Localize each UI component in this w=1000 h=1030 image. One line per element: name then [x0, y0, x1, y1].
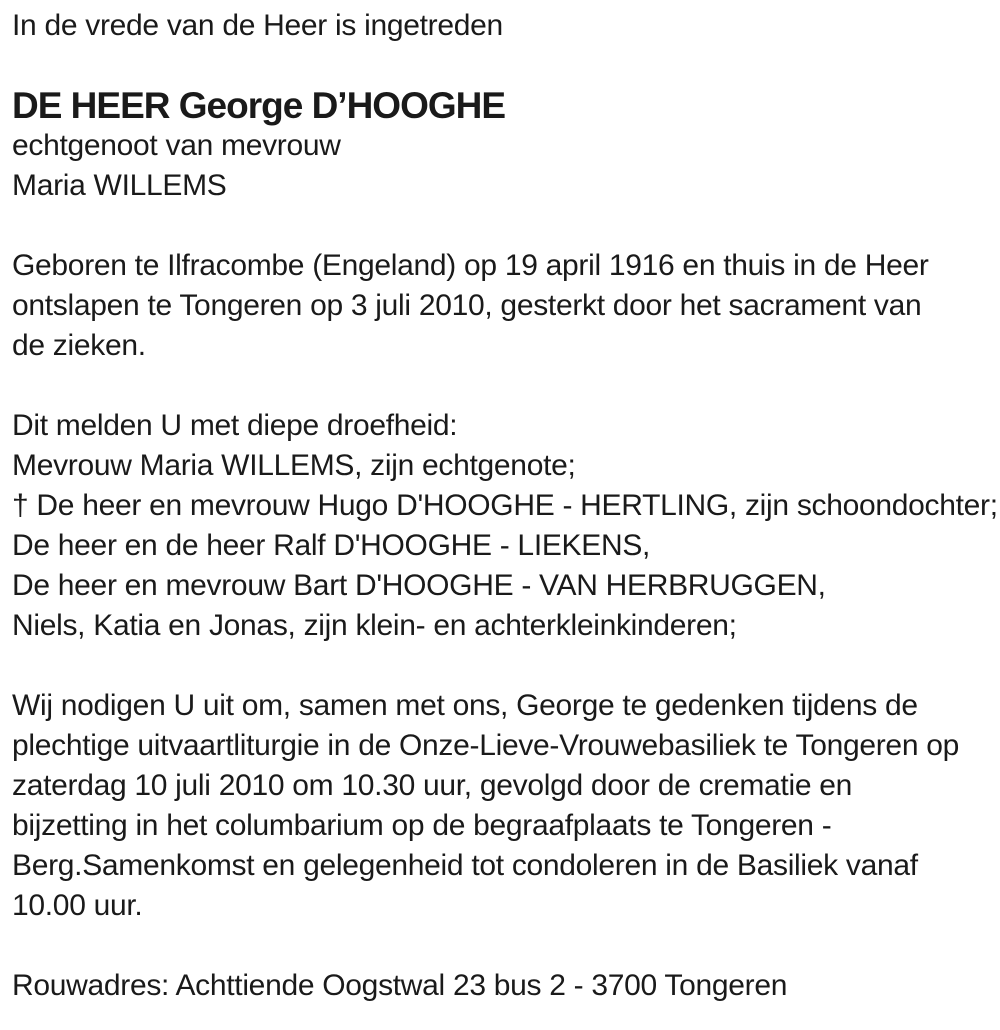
spouse-name-line: Maria WILLEMS	[12, 169, 227, 202]
spacer	[12, 46, 992, 86]
family-announcement-line: Dit melden U met diepe droefheid:	[12, 409, 458, 442]
intro-line: In de vrede van de Heer is ingetreden	[12, 9, 503, 42]
ceremony-line: Wij nodigen U uit om, samen met ons, George te gedenken tijdens de	[12, 689, 918, 722]
family-member-line: De heer en de heer Ralf D'HOOGHE - LIEKENS,	[12, 529, 651, 562]
ceremony-line: zaterdag 10 juli 2010 om 10.30 uur, gevolgd door de crematie en	[12, 769, 853, 802]
family-member-line: De heer en mevrouw Bart D'HOOGHE - VAN HERBRUGGEN,	[12, 569, 826, 602]
family-member-line: Mevrouw Maria WILLEMS, zijn echtgenote;	[12, 449, 576, 482]
birth-death-line: de zieken.	[12, 329, 146, 362]
birth-death-line: Geboren te Ilfracombe (Engeland) op 19 april 1916 en thuis in de Heer	[12, 249, 929, 282]
family-member-line: Niels, Katia en Jonas, zijn klein- en achterkleinkinderen;	[12, 609, 737, 642]
spacer	[12, 646, 992, 686]
spacer	[12, 366, 992, 406]
ceremony-line: bijzetting in het columbarium op de begraafplaats te Tongeren -	[12, 809, 832, 842]
spouse-relation-line: echtgenoot van mevrouw	[12, 129, 341, 162]
spacer	[12, 206, 992, 246]
mourning-address-line: Rouwadres: Achttiende Oogstwal 23 bus 2 - 3700 Tongeren	[12, 969, 788, 1002]
obituary-document	[12, 6, 998, 1006]
ceremony-line: plechtige uitvaartliturgie in de Onze-Lieve-Vrouwebasiliek te Tongeren op	[12, 729, 960, 762]
ceremony-line: 10.00 uur.	[12, 889, 143, 922]
spacer	[12, 926, 992, 966]
family-member-line: † De heer en mevrouw Hugo D'HOOGHE - HERTLING, zijn schoondochter;	[12, 489, 998, 522]
deceased-name-heading: DE HEER George D’HOOGHE	[12, 85, 506, 126]
ceremony-line: Berg.Samenkomst en gelegenheid tot condoleren in de Basiliek vanaf	[12, 849, 918, 882]
birth-death-line: ontslapen te Tongeren op 3 juli 2010, gesterkt door het sacrament van	[12, 289, 922, 322]
